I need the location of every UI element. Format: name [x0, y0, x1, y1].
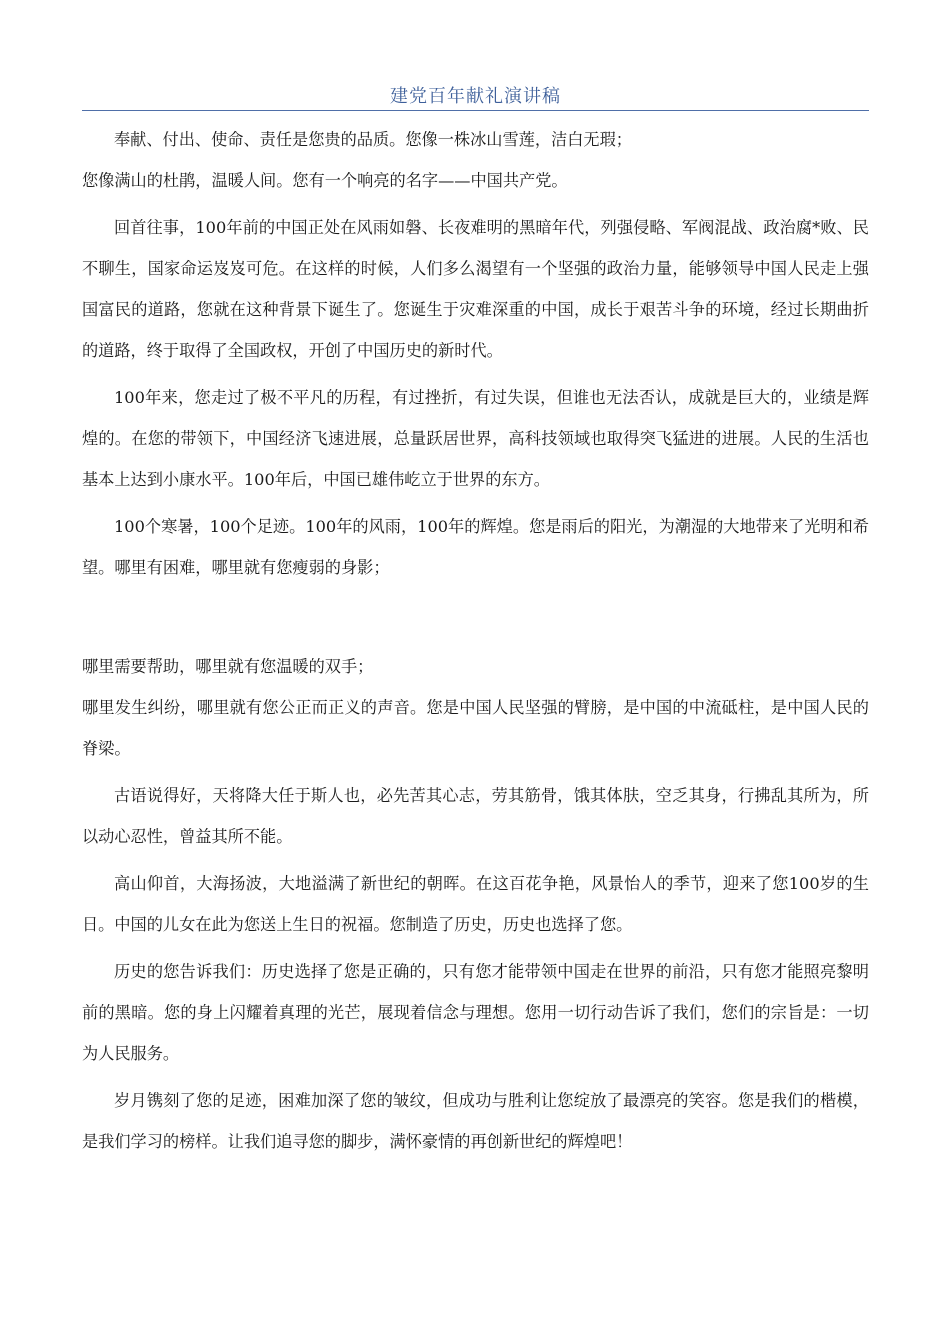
paragraph: 古语说得好，天将降大任于斯人也，必先苦其心志，劳其筋骨，饿其体肤，空乏其身，行拂乱其所为，所以动心忍性，曾益其所不能。: [82, 786, 869, 846]
paragraph: 回首往事，100年前的中国正处在风雨如磐、长夜难明的黑暗年代，列强侵略、军阀混战、政治腐*败、民不聊生，国家命运岌岌可危。在这样的时候，人们多么渴望有一个坚强的政治力量，能够领导中国人民走上强国富民的道路，您就在这种背景下诞生了。您诞生于灾难深重的中国，成长于艰苦斗争的环境，经过长期曲折的道路，终于取得了全国政权，开创了中国历史的新时代。: [82, 218, 869, 360]
paragraph: 100年来，您走过了极不平凡的历程，有过挫折，有过失误，但谁也无法否认，成就是巨大的，业绩是辉煌的。在您的带领下，中国经济飞速进展，总量跃居世界，高科技领域也取得突飞猛进的进展。人民的生活也基本上达到小康水平。100年后，中国已雄伟屹立于世界的东方。: [82, 388, 869, 489]
paragraph: 哪里需要帮助，哪里就有您温暖的双手；: [82, 657, 374, 676]
paragraph: 高山仰首，大海扬波，大地溢满了新世纪的朝晖。在这百花争艳，风景怡人的季节，迎来了您100岁的生日。中国的儿女在此为您送上生日的祝福。您制造了历史，历史也选择了您。: [82, 874, 869, 934]
paragraph: 100个寒暑，100个足迹。100年的风雨，100年的辉煌。您是雨后的阳光，为潮湿的大地带来了光明和希望。哪里有困难，哪里就有您瘦弱的身影；: [82, 517, 869, 577]
page-header: [82, 80, 869, 111]
document-body: [82, 119, 869, 1162]
paragraph: 您像满山的杜鹃，温暖人间。您有一个响亮的名字——中国共产党。: [82, 171, 568, 190]
paragraph: 奉献、付出、使命、责任是您贵的品质。您像一株冰山雪莲，洁白无瑕；: [114, 130, 632, 149]
paragraph: 哪里发生纠纷，哪里就有您公正而正义的声音。您是中国人民坚强的臂膀，是中国的中流砥柱，是中国人民的脊梁。: [82, 698, 869, 758]
header-title: 建党百年献礼演讲稿: [390, 86, 561, 107]
paragraph: 历史的您告诉我们：历史选择了您是正确的，只有您才能带领中国走在世界的前沿，只有您才能照亮黎明前的黑暗。您的身上闪耀着真理的光芒，展现着信念与理想。您用一切行动告诉了我们，您们的宗旨是：一切为人民服务。: [82, 962, 869, 1063]
paragraph: 岁月镌刻了您的足迹，困难加深了您的皱纹，但成功与胜利让您绽放了最漂亮的笑容。您是我们的楷模，是我们学习的榜样。让我们追寻您的脚步，满怀豪情的再创新世纪的辉煌吧！: [82, 1091, 869, 1151]
